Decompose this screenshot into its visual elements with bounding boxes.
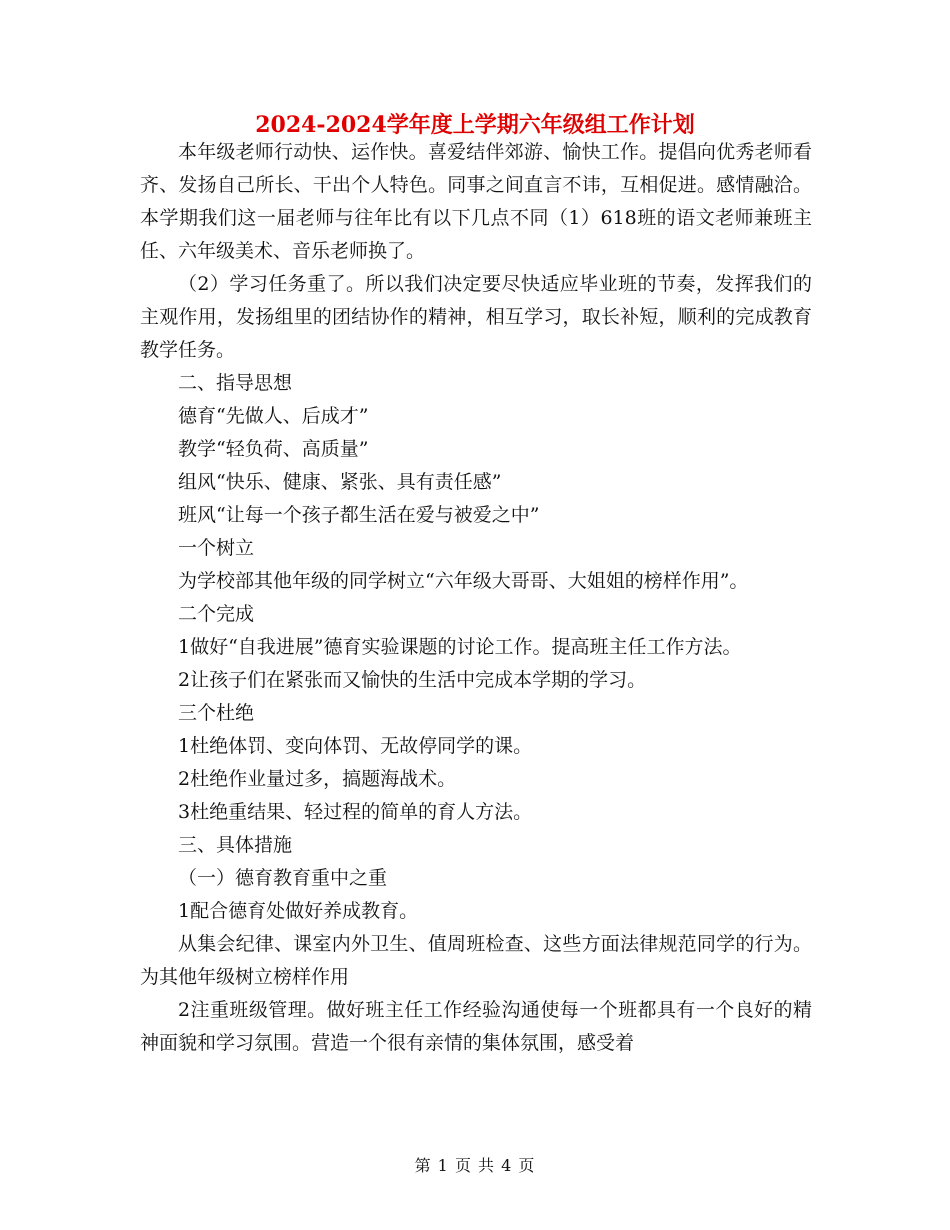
list-item: 3杜绝重结果、轻过程的简单的育人方法。 (178, 801, 533, 823)
paragraph: 组风“快乐、健康、紧张、具有责任感” (178, 471, 502, 493)
paragraph: 本年级老师行动快、运作快。喜爱结伴郊游、愉快工作。提倡向优秀老师看齐、发扬自己所长、干出个人特色。同事之间直言不讳，互相促进。感情融洽。本学期我们这一届老师与往年比有以下几点不同（1）618班的语文老师兼班主任、六年级美术、音乐老师换了。 (140, 141, 812, 262)
page-footer: 第 1 页 共 4 页 (414, 1156, 536, 1175)
list-item: 2让孩子们在紧张而又愉快的生活中完成本学期的学习。 (178, 669, 647, 691)
paragraph: （2）学习任务重了。所以我们决定要尽快适应毕业班的节奏，发挥我们的主观作用，发扬组里的团结协作的精神，相互学习，取长补短，顺利的完成教育教学任务。 (140, 273, 812, 361)
subheading: 三个杜绝 (178, 702, 255, 724)
paragraph: 教学“轻负荷、高质量” (178, 438, 369, 460)
subheading: 二个完成 (178, 603, 255, 625)
list-item: 1配合德育处做好养成教育。 (178, 900, 419, 922)
document-body (140, 136, 812, 1060)
paragraph: 为学校部其他年级的同学树立“六年级大哥哥、大姐姐的榜样作用”。 (178, 570, 749, 592)
list-item: 1做好“自我进展”德育实验课题的讨论工作。提高班主任工作方法。 (178, 636, 742, 658)
document-title: 2024-2024学年度上学期六年级组工作计划 (255, 112, 695, 138)
paragraph: 班风“让每一个孩子都生活在爱与被爱之中” (178, 504, 540, 526)
subheading: 一个树立 (178, 537, 255, 559)
section-heading: 二、指导思想 (178, 372, 293, 394)
list-item: 1杜绝体罚、变向体罚、无故停同学的课。 (178, 735, 533, 757)
list-item: 2注重班级管理。做好班主任工作经验沟通使每一个班都具有一个良好的精神面貌和学习氛围。营造一个很有亲情的集体氛围，感受着 (140, 999, 812, 1054)
paragraph: 从集会纪律、课室内外卫生、值周班检查、这些方面法律规范同学的行为。为其他年级树立榜样作用 (140, 933, 812, 988)
paragraph: 德育“先做人、后成才” (178, 405, 369, 427)
list-item: 2杜绝作业量过多，搞题海战术。 (178, 768, 457, 790)
section-heading: 三、具体措施 (178, 834, 293, 856)
subheading: （一）德育教育重中之重 (178, 867, 388, 889)
